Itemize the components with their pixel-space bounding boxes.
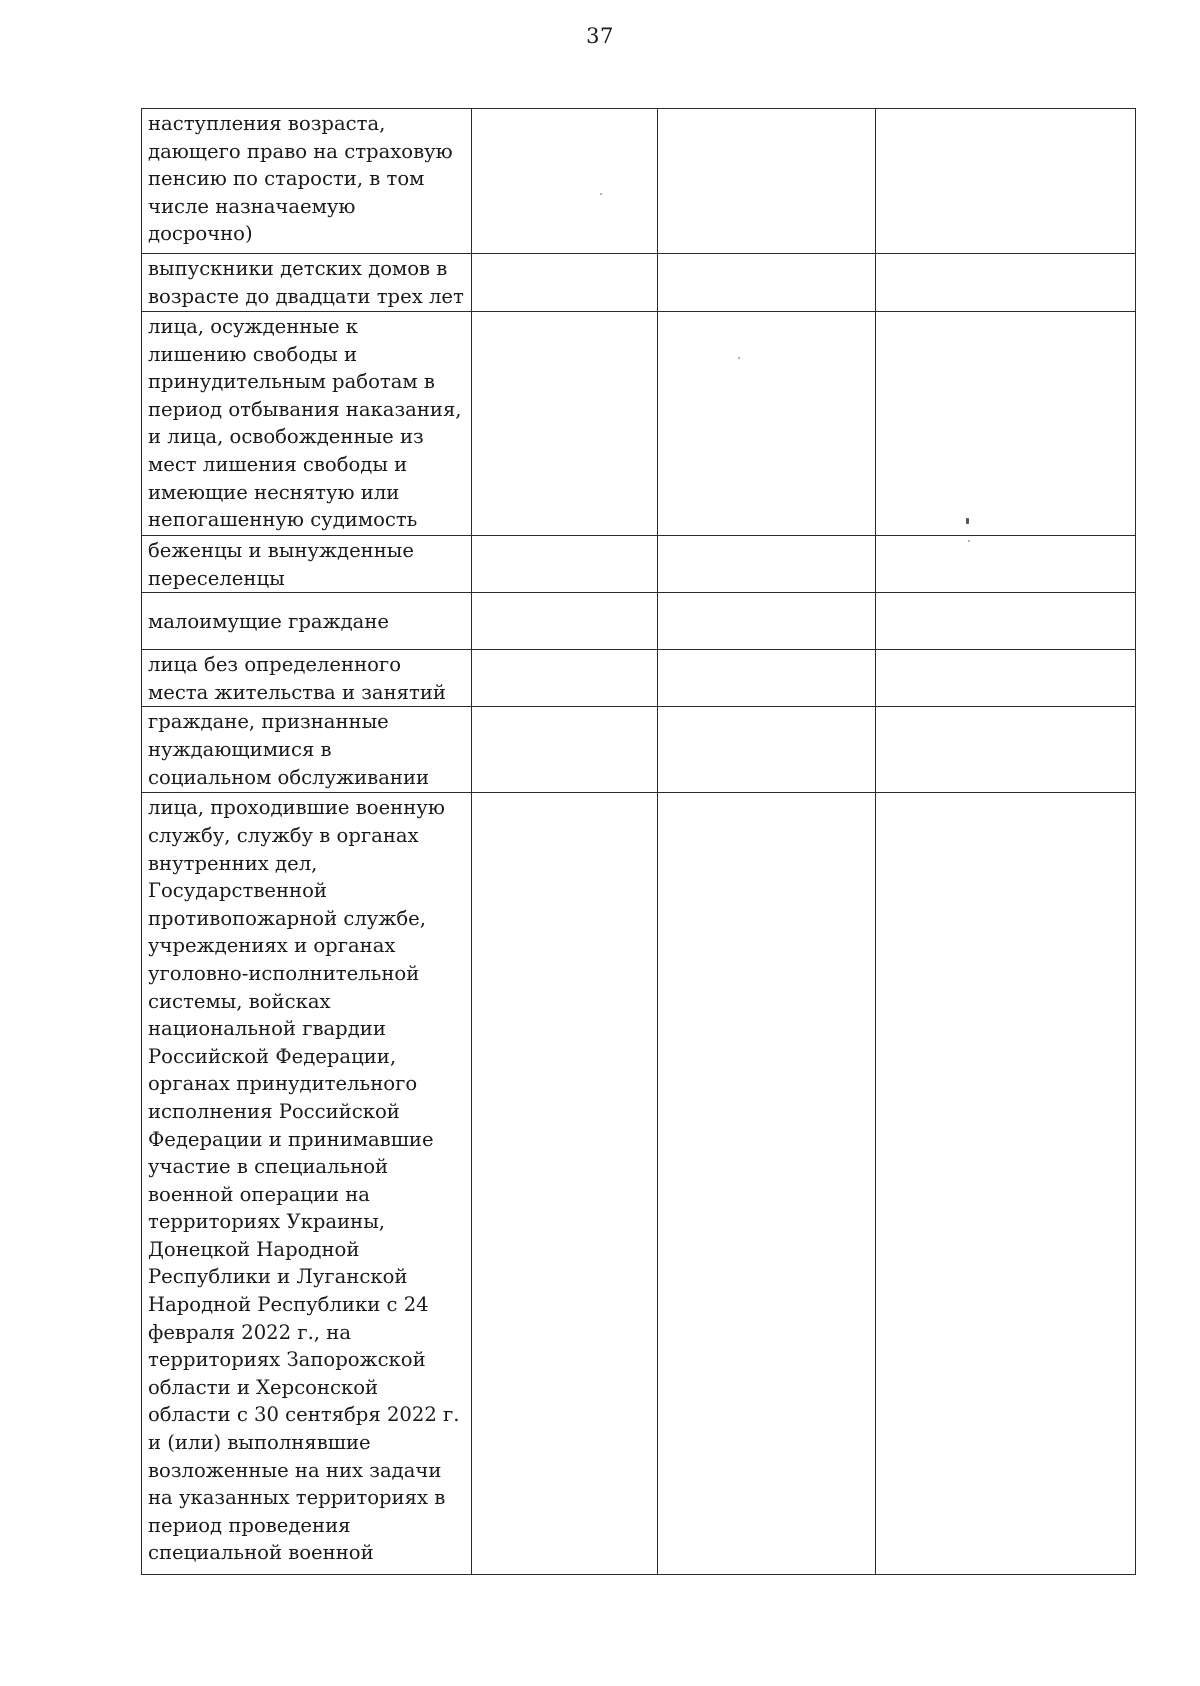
empty-cell <box>472 536 658 593</box>
table-row <box>142 312 1136 536</box>
scan-speck <box>968 540 970 542</box>
table-row <box>142 536 1136 593</box>
empty-cell <box>876 254 1136 312</box>
scan-speck <box>966 518 969 524</box>
table-row <box>142 707 1136 793</box>
category-cell: лица без определенного места жительства и занятий <box>142 650 472 707</box>
table-row <box>142 793 1136 1575</box>
empty-cell <box>472 707 658 793</box>
table-row <box>142 650 1136 707</box>
empty-cell <box>472 109 658 254</box>
empty-cell <box>876 707 1136 793</box>
empty-cell <box>658 312 876 536</box>
empty-cell <box>876 593 1136 650</box>
empty-cell <box>472 312 658 536</box>
empty-cell <box>876 536 1136 593</box>
page-number: 37 <box>586 24 614 48</box>
category-cell: лица, проходившие военную службу, службу в органах внутренних дел, Государственной противопожарной службе, учреждениях и органах уголовно-исполнительной системы, войсках национальной гвардии Российской Федерации, органах принудительного исполнения Российской Федерации и принимавшие участие в специальной военной операции на территориях Украины, Донецкой Народной Республики и Луганской Народной Республики с 24 февраля 2022 г., на территориях Запорожской области и Херсонской области с 30 сентября 2022 г. и (или) выполнявшие возложенные на них задачи на указанных территориях в период проведения специальной военной <box>142 793 472 1575</box>
empty-cell <box>876 650 1136 707</box>
category-cell: беженцы и вынужденные переселенцы <box>142 536 472 593</box>
empty-cell <box>876 312 1136 536</box>
empty-cell <box>658 254 876 312</box>
category-table <box>141 108 1136 1575</box>
empty-cell <box>472 593 658 650</box>
category-cell: лица, осужденные к лишению свободы и принудительным работам в период отбывания наказания, и лица, освобожденные из мест лишения свободы и имеющие неснятую или непогашенную судимость <box>142 312 472 536</box>
empty-cell <box>876 793 1136 1575</box>
empty-cell <box>658 536 876 593</box>
empty-cell <box>658 707 876 793</box>
empty-cell <box>658 650 876 707</box>
empty-cell <box>472 254 658 312</box>
table-row <box>142 593 1136 650</box>
empty-cell <box>876 109 1136 254</box>
empty-cell <box>658 109 876 254</box>
empty-cell <box>658 593 876 650</box>
scan-speck <box>600 193 602 195</box>
category-cell: наступления возраста, дающего право на страховую пенсию по старости, в том числе назначаемую досрочно) <box>142 109 472 254</box>
empty-cell <box>472 793 658 1575</box>
empty-cell <box>472 650 658 707</box>
scan-speck <box>738 357 740 359</box>
table-row <box>142 254 1136 312</box>
empty-cell <box>658 793 876 1575</box>
category-cell: малоимущие граждане <box>142 593 472 650</box>
table-row <box>142 109 1136 254</box>
category-cell: граждане, признанные нуждающимися в социальном обслуживании <box>142 707 472 793</box>
category-cell: выпускники детских домов в возрасте до двадцати трех лет <box>142 254 472 312</box>
